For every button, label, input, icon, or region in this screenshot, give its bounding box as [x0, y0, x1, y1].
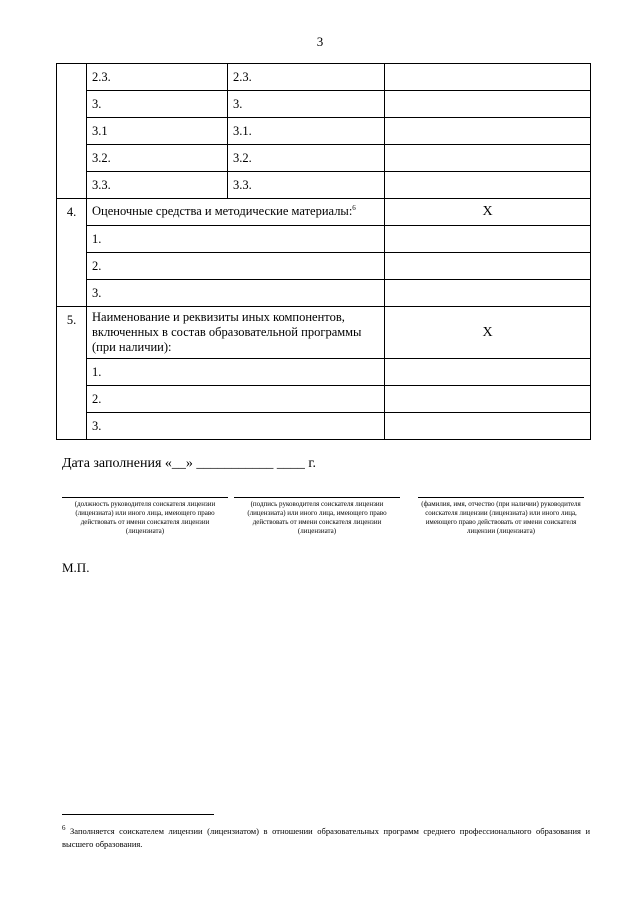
section-4-mark: X — [385, 199, 591, 226]
section-5-header-row — [57, 307, 591, 359]
table-row — [57, 386, 591, 413]
footnote-separator — [62, 814, 214, 815]
section-4-title: Оценочные средства и методические материалы: — [92, 204, 353, 219]
table-cell — [385, 386, 591, 413]
table-cell: 3.3. — [87, 172, 228, 199]
table-cell: 3.1. — [228, 118, 385, 145]
table-cell: 2.3. — [87, 64, 228, 91]
table-cell: 2. — [87, 386, 385, 413]
date-fill-line: Дата заполнения «__» ___________ ____ г. — [62, 456, 317, 471]
table-cell: 3. — [87, 91, 228, 118]
signature-caption-name: (фамилия, имя, отчество (при наличии) руководителя соискателя лицензии (лицензиата) или иного лица, имеющего право действовать от имени соискателя лицензии (лицензиата) — [421, 500, 581, 535]
section-5-number: 5. — [57, 307, 87, 440]
table-cell — [385, 145, 591, 172]
section-5-title: Наименование и реквизиты иных компонентов, включенных в состав образовательной программы (при наличии): — [87, 307, 385, 359]
table-cell: 1. — [87, 359, 385, 386]
table-cell: 3.2. — [87, 145, 228, 172]
table-row — [57, 359, 591, 386]
table-row — [57, 226, 591, 253]
table-cell — [385, 253, 591, 280]
footnote-number: 6 — [62, 824, 66, 832]
table-cell — [385, 413, 591, 440]
table-cell: 2.3. — [228, 64, 385, 91]
table-cell: 3.3. — [228, 172, 385, 199]
number-cell — [57, 64, 87, 199]
footnote-ref: 6 — [352, 204, 356, 213]
table-cell — [385, 172, 591, 199]
table-cell: 1. — [87, 226, 385, 253]
table-row — [57, 280, 591, 307]
signature-line-position — [62, 497, 228, 498]
section-4-number: 4. — [57, 199, 87, 307]
page-number: 3 — [316, 34, 324, 49]
table-row — [57, 64, 591, 91]
form-table — [56, 63, 591, 440]
table-cell — [385, 280, 591, 307]
footnote-text: Заполняется соискателем лицензии (лицензиатом) в отношении образовательных программ среднего профессионального образования и высшего образования. — [62, 825, 590, 849]
table-cell — [385, 118, 591, 145]
signature-caption-signature: (подпись руководителя соискателя лицензии (лицензиата) или иного лица, имеющего право действовать от имени соискателя лицензии (лицензиата) — [247, 500, 387, 535]
table-cell — [385, 91, 591, 118]
table-row — [57, 145, 591, 172]
table-cell: 2. — [87, 253, 385, 280]
table-cell: 3. — [87, 280, 385, 307]
footnote — [62, 822, 590, 851]
table-cell: 3. — [87, 413, 385, 440]
signature-caption-position: (должность руководителя соискателя лицензии (лицензиата) или иного лица, имеющего право действовать от имени соискателя лицензии (лицензиата) — [74, 500, 216, 535]
signature-line-signature — [234, 497, 400, 498]
section-4-title-cell — [87, 199, 385, 226]
table-row — [57, 118, 591, 145]
section-5-mark: X — [385, 307, 591, 359]
stamp-label: М.П. — [62, 560, 90, 575]
section-4-header-row — [57, 199, 591, 226]
table-cell — [385, 64, 591, 91]
table-row — [57, 413, 591, 440]
table-cell: 3. — [228, 91, 385, 118]
table-cell: 3.2. — [228, 145, 385, 172]
table-row — [57, 253, 591, 280]
table-cell — [385, 226, 591, 253]
signature-line-name — [418, 497, 584, 498]
table-row — [57, 172, 591, 199]
table-row — [57, 91, 591, 118]
table-cell: 3.1 — [87, 118, 228, 145]
table-cell — [385, 359, 591, 386]
